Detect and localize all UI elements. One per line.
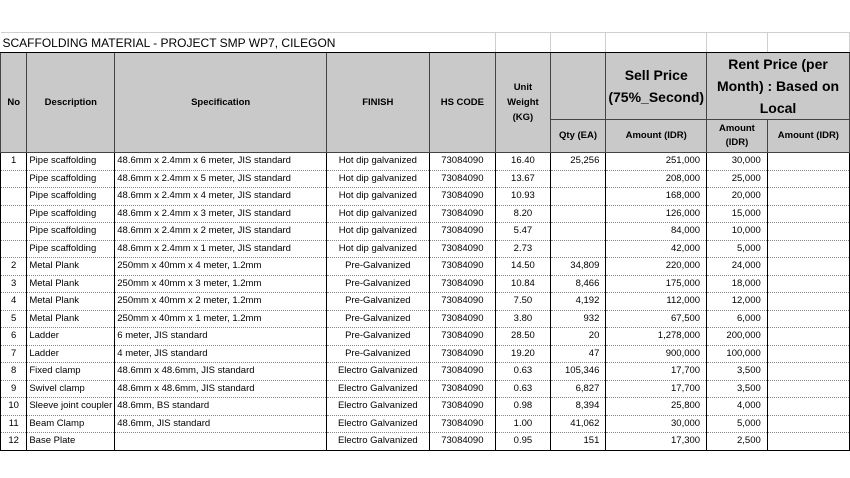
cell-specification[interactable]: 48.6mm, BS standard (115, 398, 327, 416)
cell-description[interactable]: Pipe scaffolding (27, 170, 115, 188)
header-rent-amount: Amount (IDR) (707, 120, 768, 153)
cell-rent-amount[interactable]: 3,500 (707, 363, 768, 381)
cell-hs-code[interactable]: 73084090 (429, 345, 496, 363)
cell-extra-amount[interactable] (767, 433, 849, 451)
cell-qty[interactable]: 34,809 (550, 258, 606, 276)
cell-description[interactable]: Pipe scaffolding (27, 223, 115, 241)
cell-sell-amount[interactable]: 175,000 (606, 275, 707, 293)
cell-no[interactable]: 9 (1, 380, 27, 398)
title-row (1, 33, 850, 53)
cell-unit-weight[interactable]: 13.67 (496, 170, 551, 188)
cell-rent-amount[interactable]: 5,000 (707, 415, 768, 433)
cell-unit-weight[interactable]: 0.98 (496, 398, 551, 416)
cell-rent-amount[interactable]: 15,000 (707, 205, 768, 223)
cell-rent-amount[interactable]: 200,000 (707, 328, 768, 346)
cell-qty[interactable] (550, 188, 606, 206)
cell-sell-amount[interactable]: 112,000 (606, 293, 707, 311)
cell-sell-amount[interactable]: 84,000 (606, 223, 707, 241)
cell-hs-code[interactable]: 73084090 (429, 433, 496, 451)
cell-no[interactable]: 11 (1, 415, 27, 433)
cell-no[interactable]: 1 (1, 153, 27, 171)
cell-finish[interactable]: Pre-Galvanized (327, 328, 430, 346)
cell-sell-amount[interactable]: 1,278,000 (606, 328, 707, 346)
cell-no[interactable] (1, 170, 27, 188)
table-row (1, 345, 850, 363)
table-row (1, 240, 850, 258)
cell-rent-amount[interactable]: 12,000 (707, 293, 768, 311)
cell-hs-code[interactable]: 73084090 (429, 293, 496, 311)
cell-no[interactable]: 2 (1, 258, 27, 276)
cell-extra-amount[interactable] (767, 258, 849, 276)
cell-no[interactable]: 6 (1, 328, 27, 346)
cell-sell-amount[interactable]: 17,700 (606, 380, 707, 398)
cell-no[interactable]: 12 (1, 433, 27, 451)
cell-unit-weight[interactable]: 2.73 (496, 240, 551, 258)
table-row (1, 293, 850, 311)
cell-sell-amount[interactable]: 208,000 (606, 170, 707, 188)
cell-rent-amount[interactable]: 24,000 (707, 258, 768, 276)
cell-unit-weight[interactable]: 3.80 (496, 310, 551, 328)
cell-hs-code[interactable]: 73084090 (429, 363, 496, 381)
table-row (1, 328, 850, 346)
cell-finish[interactable]: Hot dip galvanized (327, 188, 430, 206)
cell-description[interactable]: Ladder (27, 345, 115, 363)
cell-hs-code[interactable]: 73084090 (429, 240, 496, 258)
cell-description[interactable]: Beam Clamp (27, 415, 115, 433)
cell-specification[interactable]: 250mm x 40mm x 3 meter, 1.2mm (115, 275, 327, 293)
cell-specification[interactable]: 250mm x 40mm x 2 meter, 1.2mm (115, 293, 327, 311)
cell-hs-code[interactable]: 73084090 (429, 188, 496, 206)
cell-hs-code[interactable]: 73084090 (429, 170, 496, 188)
cell-qty[interactable]: 4,192 (550, 293, 606, 311)
cell-hs-code[interactable]: 73084090 (429, 223, 496, 241)
cell-description[interactable]: Sleeve joint coupler (27, 398, 115, 416)
cell-specification[interactable]: 48.6mm x 48.6mm, JIS standard (115, 380, 327, 398)
cell-no[interactable] (1, 240, 27, 258)
cell-description[interactable]: Metal Plank (27, 275, 115, 293)
cell-extra-amount[interactable] (767, 310, 849, 328)
cell-no[interactable]: 5 (1, 310, 27, 328)
cell-finish[interactable]: Hot dip galvanized (327, 205, 430, 223)
cell-unit-weight[interactable]: 10.84 (496, 275, 551, 293)
cell-unit-weight[interactable]: 19.20 (496, 345, 551, 363)
cell-hs-code[interactable]: 73084090 (429, 153, 496, 171)
cell-rent-amount[interactable]: 100,000 (707, 345, 768, 363)
cell-description[interactable]: Pipe scaffolding (27, 153, 115, 171)
cell-unit-weight[interactable]: 16.40 (496, 153, 551, 171)
table-row (1, 223, 850, 241)
cell-sell-amount[interactable]: 126,000 (606, 205, 707, 223)
cell-finish[interactable]: Electro Galvanized (327, 398, 430, 416)
cell-sell-amount[interactable]: 900,000 (606, 345, 707, 363)
cell-extra-amount[interactable] (767, 345, 849, 363)
cell-no[interactable]: 10 (1, 398, 27, 416)
cell-no[interactable]: 8 (1, 363, 27, 381)
cell-unit-weight[interactable]: 28.50 (496, 328, 551, 346)
cell-extra-amount[interactable] (767, 275, 849, 293)
cell-sell-amount[interactable]: 17,700 (606, 363, 707, 381)
cell-description[interactable]: Metal Plank (27, 293, 115, 311)
table-row (1, 258, 850, 276)
table-row (1, 275, 850, 293)
table-row (1, 415, 850, 433)
cell-qty[interactable]: 20 (550, 328, 606, 346)
table-row (1, 398, 850, 416)
spreadsheet (0, 32, 850, 451)
cell-qty[interactable]: 105,346 (550, 363, 606, 381)
cell-qty[interactable]: 8,466 (550, 275, 606, 293)
header-unit-weight: Unit Weight (KG) (496, 53, 551, 153)
cell-unit-weight[interactable]: 0.95 (496, 433, 551, 451)
cell-qty[interactable]: 47 (550, 345, 606, 363)
cell-finish[interactable]: Hot dip galvanized (327, 223, 430, 241)
cell-sell-amount[interactable]: 17,300 (606, 433, 707, 451)
cell-qty[interactable]: 8,394 (550, 398, 606, 416)
cell-unit-weight[interactable]: 0.63 (496, 363, 551, 381)
cell-rent-amount[interactable]: 3,500 (707, 380, 768, 398)
cell-rent-amount[interactable]: 2,500 (707, 433, 768, 451)
cell-finish[interactable]: Electro Galvanized (327, 380, 430, 398)
cell-hs-code[interactable]: 73084090 (429, 380, 496, 398)
cell-specification[interactable]: 48.6mm x 2.4mm x 3 meter, JIS standard (115, 205, 327, 223)
table-row (1, 380, 850, 398)
cell-extra-amount[interactable] (767, 153, 849, 171)
cell-finish[interactable]: Hot dip galvanized (327, 240, 430, 258)
cell-rent-amount[interactable]: 4,000 (707, 398, 768, 416)
cell-qty[interactable] (550, 170, 606, 188)
cell-description[interactable]: Metal Plank (27, 258, 115, 276)
table-row (1, 170, 850, 188)
cell-unit-weight[interactable]: 0.63 (496, 380, 551, 398)
cell-no[interactable] (1, 223, 27, 241)
cell-description[interactable]: Metal Plank (27, 310, 115, 328)
cell-rent-amount[interactable]: 20,000 (707, 188, 768, 206)
table-row (1, 153, 850, 171)
cell-hs-code[interactable]: 73084090 (429, 258, 496, 276)
cell-extra-amount[interactable] (767, 293, 849, 311)
header-sell-price: Sell Price (75%_Second) (606, 53, 707, 120)
cell-description[interactable]: Pipe scaffolding (27, 188, 115, 206)
cell-unit-weight[interactable]: 14.50 (496, 258, 551, 276)
header-no: No (1, 53, 27, 153)
cell-description[interactable]: Ladder (27, 328, 115, 346)
sheet-title: SCAFFOLDING MATERIAL - PROJECT SMP WP7, CILEGON (1, 33, 496, 53)
cell-sell-amount[interactable]: 30,000 (606, 415, 707, 433)
cell-description[interactable]: Base Plate (27, 433, 115, 451)
header-row (1, 53, 850, 120)
cell-no[interactable]: 3 (1, 275, 27, 293)
header-hs-code: HS CODE (429, 53, 496, 153)
header-finish: FINISH (327, 53, 430, 153)
cell-finish[interactable]: Pre-Galvanized (327, 310, 430, 328)
cell-extra-amount[interactable] (767, 223, 849, 241)
table-row (1, 205, 850, 223)
cell-unit-weight[interactable]: 1.00 (496, 415, 551, 433)
cell-finish[interactable]: Pre-Galvanized (327, 258, 430, 276)
table-row (1, 433, 850, 451)
cell-specification[interactable]: 250mm x 40mm x 4 meter, 1.2mm (115, 258, 327, 276)
cell-finish[interactable]: Hot dip galvanized (327, 170, 430, 188)
cell-hs-code[interactable]: 73084090 (429, 205, 496, 223)
cell-unit-weight[interactable]: 8.20 (496, 205, 551, 223)
cell-qty[interactable] (550, 205, 606, 223)
cell-extra-amount[interactable] (767, 188, 849, 206)
cell-qty[interactable]: 151 (550, 433, 606, 451)
cell-specification[interactable]: 6 meter, JIS standard (115, 328, 327, 346)
cell-hs-code[interactable]: 73084090 (429, 398, 496, 416)
cell-hs-code[interactable]: 73084090 (429, 328, 496, 346)
cell-extra-amount[interactable] (767, 415, 849, 433)
cell-specification[interactable]: 48.6mm x 48.6mm, JIS standard (115, 363, 327, 381)
cell-description[interactable]: Pipe scaffolding (27, 205, 115, 223)
cell-specification[interactable]: 48.6mm x 2.4mm x 6 meter, JIS standard (115, 153, 327, 171)
cell-hs-code[interactable]: 73084090 (429, 415, 496, 433)
table-row (1, 363, 850, 381)
header-qty: Qty (EA) (550, 120, 606, 153)
cell-specification[interactable]: 48.6mm x 2.4mm x 4 meter, JIS standard (115, 188, 327, 206)
header-extra-amount: Amount (IDR) (767, 120, 849, 153)
cell-extra-amount[interactable] (767, 380, 849, 398)
cell-qty[interactable]: 6,827 (550, 380, 606, 398)
header-specification: Specification (115, 53, 327, 153)
cell-hs-code[interactable]: 73084090 (429, 310, 496, 328)
cell-finish[interactable]: Electro Galvanized (327, 433, 430, 451)
cell-hs-code[interactable]: 73084090 (429, 275, 496, 293)
material-table (0, 32, 850, 451)
cell-finish[interactable]: Pre-Galvanized (327, 345, 430, 363)
cell-sell-amount[interactable]: 251,000 (606, 153, 707, 171)
cell-specification[interactable]: 48.6mm x 2.4mm x 5 meter, JIS standard (115, 170, 327, 188)
header-rent-price: Rent Price (per Month) : Based on Local (707, 53, 850, 120)
cell-finish[interactable]: Hot dip galvanized (327, 153, 430, 171)
cell-qty[interactable]: 41,062 (550, 415, 606, 433)
cell-extra-amount[interactable] (767, 328, 849, 346)
cell-rent-amount[interactable]: 10,000 (707, 223, 768, 241)
cell-sell-amount[interactable]: 25,800 (606, 398, 707, 416)
cell-unit-weight[interactable]: 10.93 (496, 188, 551, 206)
cell-specification[interactable]: 4 meter, JIS standard (115, 345, 327, 363)
cell-extra-amount[interactable] (767, 398, 849, 416)
cell-specification[interactable]: 48.6mm, JIS standard (115, 415, 327, 433)
cell-rent-amount[interactable]: 6,000 (707, 310, 768, 328)
cell-description[interactable]: Fixed clamp (27, 363, 115, 381)
cell-specification[interactable]: 48.6mm x 2.4mm x 1 meter, JIS standard (115, 240, 327, 258)
cell-no[interactable]: 7 (1, 345, 27, 363)
cell-rent-amount[interactable]: 30,000 (707, 153, 768, 171)
table-row (1, 310, 850, 328)
cell-qty[interactable]: 25,256 (550, 153, 606, 171)
cell-extra-amount[interactable] (767, 170, 849, 188)
cell-qty[interactable] (550, 223, 606, 241)
cell-rent-amount[interactable]: 18,000 (707, 275, 768, 293)
cell-sell-amount[interactable]: 168,000 (606, 188, 707, 206)
table-row (1, 188, 850, 206)
cell-sell-amount[interactable]: 67,500 (606, 310, 707, 328)
cell-unit-weight[interactable]: 5.47 (496, 223, 551, 241)
cell-no[interactable] (1, 205, 27, 223)
cell-unit-weight[interactable]: 7.50 (496, 293, 551, 311)
cell-rent-amount[interactable]: 25,000 (707, 170, 768, 188)
header-sell-amount: Amount (IDR) (606, 120, 707, 153)
cell-finish[interactable]: Pre-Galvanized (327, 275, 430, 293)
cell-sell-amount[interactable]: 42,000 (606, 240, 707, 258)
cell-description[interactable]: Swivel clamp (27, 380, 115, 398)
cell-finish[interactable]: Electro Galvanized (327, 415, 430, 433)
cell-extra-amount[interactable] (767, 240, 849, 258)
cell-qty[interactable]: 932 (550, 310, 606, 328)
cell-rent-amount[interactable]: 5,000 (707, 240, 768, 258)
cell-finish[interactable]: Pre-Galvanized (327, 293, 430, 311)
cell-specification[interactable]: 48.6mm x 2.4mm x 2 meter, JIS standard (115, 223, 327, 241)
cell-no[interactable] (1, 188, 27, 206)
cell-extra-amount[interactable] (767, 205, 849, 223)
cell-description[interactable]: Pipe scaffolding (27, 240, 115, 258)
cell-qty[interactable] (550, 240, 606, 258)
cell-specification[interactable]: 250mm x 40mm x 1 meter, 1.2mm (115, 310, 327, 328)
cell-extra-amount[interactable] (767, 363, 849, 381)
cell-no[interactable]: 4 (1, 293, 27, 311)
cell-sell-amount[interactable]: 220,000 (606, 258, 707, 276)
cell-specification[interactable] (115, 433, 327, 451)
header-description: Description (27, 53, 115, 153)
table-body (1, 153, 850, 451)
cell-finish[interactable]: Electro Galvanized (327, 363, 430, 381)
